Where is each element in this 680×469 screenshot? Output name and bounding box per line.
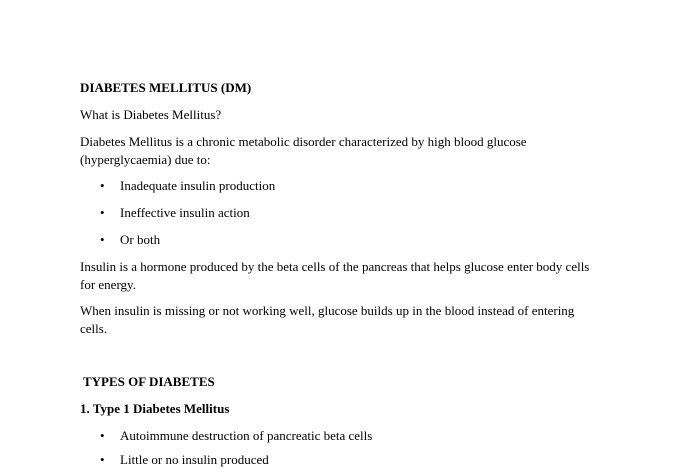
list-item-text: Autoimmune destruction of pancreatic beta cells — [120, 428, 373, 443]
question-text: What is Diabetes Mellitus? — [80, 107, 222, 122]
bullet-icon: • — [100, 205, 105, 220]
bullet-icon: • — [100, 178, 105, 193]
missing-insulin-paragraph: When insulin is missing or not working well, glucose builds up in the blood instead of entering cells. — [80, 303, 575, 336]
insulin-paragraph: Insulin is a hormone produced by the beta cells of the pancreas that helps glucose enter body cells for energy. — [80, 259, 590, 292]
document-heading: DIABETES MELLITUS (DM) — [80, 80, 252, 95]
list-item-text: Ineffective insulin action — [120, 205, 250, 220]
bullet-icon: • — [100, 452, 105, 467]
types-heading: TYPES OF DIABETES — [83, 374, 215, 389]
bullet-icon: • — [100, 232, 105, 247]
list-item-text: Little or no insulin produced — [120, 452, 269, 467]
list-item-text: Or both — [120, 232, 161, 247]
bullet-icon: • — [100, 428, 105, 443]
definition-paragraph: Diabetes Mellitus is a chronic metabolic disorder characterized by high blood glucose (hyperglycaemia) due to: — [80, 134, 527, 167]
list-item-text: Inadequate insulin production — [120, 178, 276, 193]
type1-heading: 1. Type 1 Diabetes Mellitus — [80, 401, 230, 416]
